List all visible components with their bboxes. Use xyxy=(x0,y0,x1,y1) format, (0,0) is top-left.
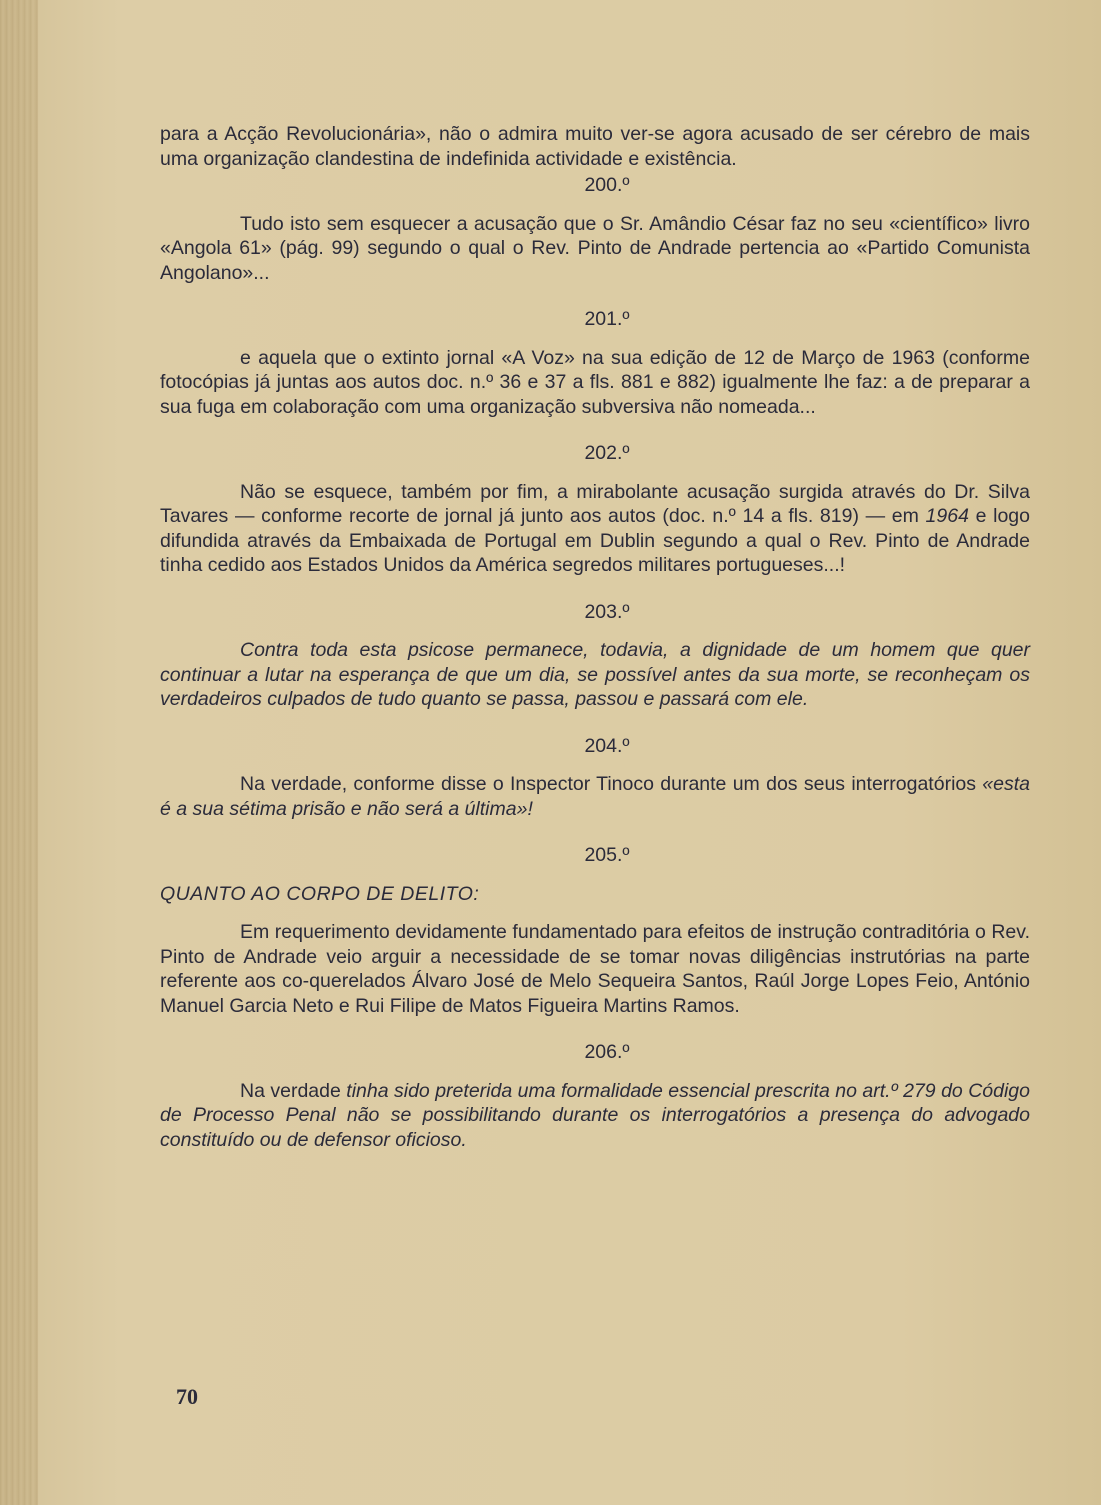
paragraph-204 xyxy=(160,772,1030,821)
paragraph-intro: para a Acção Revolucionária», não o admira muito ver-se agora acusado de ser cérebro de mais uma organização clandestina de indefinida actividade e existência. xyxy=(160,123,1030,170)
document-body xyxy=(160,122,1030,1152)
page-number: 70 xyxy=(176,1384,198,1409)
article-number-204: 204.º xyxy=(584,734,630,757)
article-number-203: 203.º xyxy=(584,600,630,623)
paragraph-204-part-a: Na verdade, conforme disse o Inspector Tinoco durante um dos seus interrogatórios xyxy=(240,773,983,795)
paragraph-206-part-b: tinha sido preterida uma formalidade essencial prescrita no art.º 279 do Código de Processo Penal não se possibilitando durante os interrogatórios a presença do advogado constituído ou de defensor oficioso. xyxy=(160,1079,1031,1151)
paragraph-200: Tudo isto sem esquecer a acusação que o Sr. Amândio César faz no seu «científico» livro «Angola 61» (pág. 99) segundo o qual o Rev. Pinto de Andrade pertencia ao «Partido Comunista Angolano»... xyxy=(160,212,1030,284)
book-gutter xyxy=(0,0,38,1505)
paragraph-204-quote: «esta é a sua sétima prisão e não será a última»! xyxy=(160,773,1030,820)
article-number-200: 200.º xyxy=(584,174,630,196)
paragraph-202-part-a: Não se esquece, também por fim, a mirabolante acusação surgida através do Dr. Silva Tavares — conforme recorte de jornal já junto aos autos (doc. n.º 14 a fls. 819) — em xyxy=(160,480,1030,527)
paragraph-206-part-a: Na verdade xyxy=(240,1079,347,1102)
paragraph-201: e aquela que o extinto jornal «A Voz» na sua edição de 12 de Março de 1963 (conforme fotocópias já juntas aos autos doc. n.º 36 e 37 a fls. 881 e 882) igualmente lhe faz: a de preparar a sua fuga em colaboração com uma organização subversiva não nomeada... xyxy=(160,346,1030,418)
paragraph-205: Em requerimento devidamente fundamentado para efeitos de instrução contraditória o Rev. Pinto de Andrade veio arguir a necessidade de se tomar novas diligências instrutórias na parte referente aos co-querelados Álvaro José de Melo Sequeira Santos, Raúl Jorge Lopes Feio, António Manuel Garcia Neto e Rui Filipe de Matos Figueira Martins Ramos. xyxy=(160,921,1030,1017)
paragraph-202 xyxy=(160,480,1030,578)
article-number-205: 205.º xyxy=(584,844,630,866)
section-heading-corpo-de-delito: QUANTO AO CORPO DE DELITO: xyxy=(160,882,480,905)
paragraph-203: Contra toda esta psicose permanece, todavia, a dignidade de um homem que quer continuar a lutar na esperança de que um dia, se possível antes da sua morte, se reconheçam os verdadeiros culpados de tudo quanto se passa, passou e passará com ele. xyxy=(160,639,1030,710)
paragraph-202-part-b: e logo difundida através da Embaixada de Portugal em Dublin segundo a qual o Rev. Pinto de Andrade tinha cedido aos Estados Unidos da América segredos militares portugueses...! xyxy=(160,505,1030,576)
article-number-206: 206.º xyxy=(584,1041,630,1063)
paragraph-202-year: 1964 xyxy=(925,505,969,527)
article-number-202: 202.º xyxy=(584,442,630,464)
paragraph-206 xyxy=(160,1079,1030,1153)
article-number-201: 201.º xyxy=(584,308,630,330)
